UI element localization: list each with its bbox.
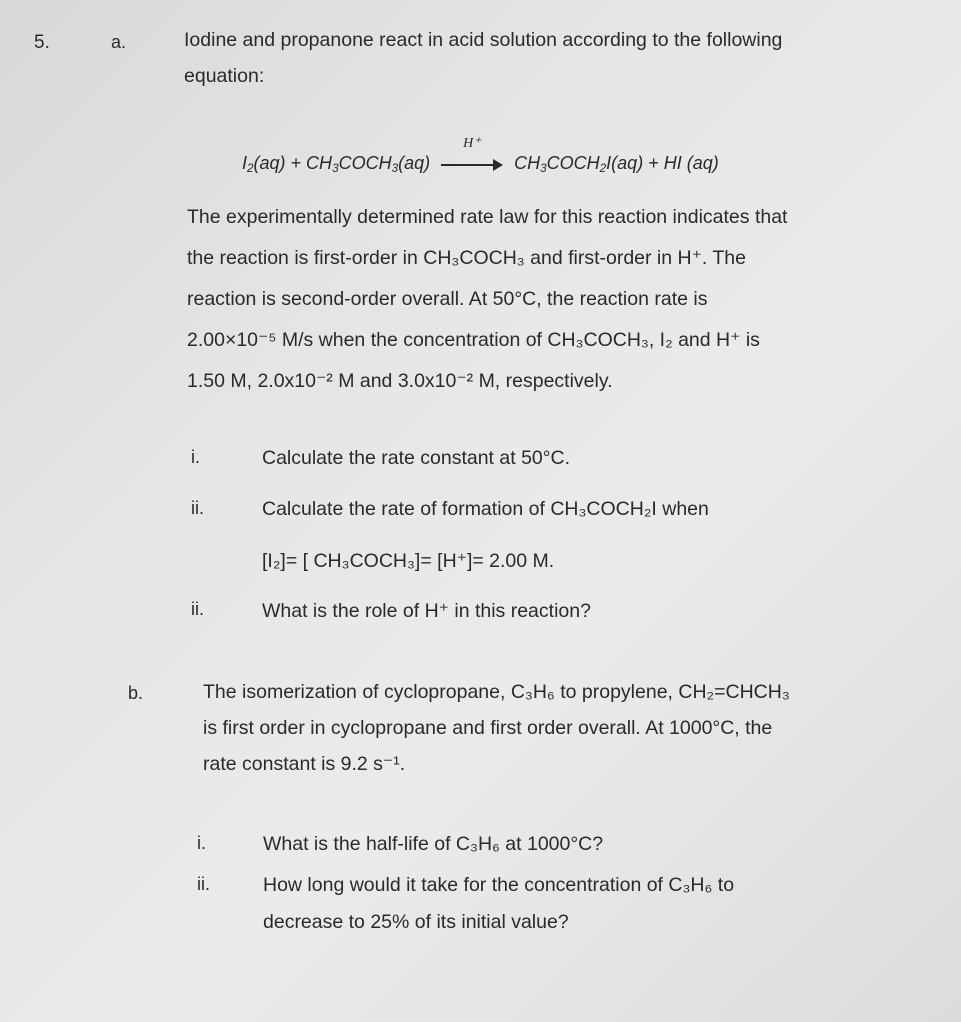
item-roman: i. <box>191 447 200 467</box>
paragraph-line: The experimentally determined rate law for this reaction indicates that <box>187 206 788 228</box>
question-number: 5. <box>34 32 50 53</box>
part-a-intro-line: equation: <box>184 65 265 87</box>
paragraph-line: 2.00×10⁻⁵ M/s when the concentration of CH₃COCH₃, I₂ and H⁺ is <box>187 329 760 351</box>
item-text: decrease to 25% of its initial value? <box>263 911 569 933</box>
part-a-intro-line: Iodine and propanone react in acid solution according to the following <box>184 29 783 51</box>
chemical-equation <box>242 136 719 175</box>
item-text: Calculate the rate of formation of CH₃COCH₂I when <box>262 498 709 520</box>
reaction-arrow-icon <box>441 136 503 171</box>
item-text: What is the half-life of C₃H₆ at 1000°C? <box>263 833 604 855</box>
item-roman: ii. <box>197 874 210 894</box>
item-text: Calculate the rate constant at 50°C. <box>262 447 571 469</box>
item-text: How long would it take for the concentration of C₃H₆ to <box>263 874 735 896</box>
item-text: [I₂]= [ CH₃COCH₃]= [H⁺]= 2.00 M. <box>262 550 555 572</box>
equation-reactant: $I_2(aq)$ + $CH_3COCH_3(aq)$ <box>242 153 431 175</box>
item-roman: ii. <box>191 599 204 619</box>
paragraph-line: 1.50 M, 2.0x10⁻² M and 3.0x10⁻² M, respectively. <box>187 370 613 392</box>
paragraph-line: is first order in cyclopropane and first order overall. At 1000°C, the <box>203 717 773 739</box>
part-a-label: a. <box>111 32 127 52</box>
paragraph-line: rate constant is 9.2 s⁻¹. <box>203 753 406 775</box>
paragraph-line: the reaction is first-order in CH₃COCH₃ and first-order in H⁺. The <box>187 247 746 269</box>
item-text: What is the role of H⁺ in this reaction? <box>262 600 591 622</box>
part-b-label: b. <box>128 683 144 703</box>
equation-products: $CH_3COCH_2I(aq)$ + HI (aq) <box>514 153 719 175</box>
paragraph-line: reaction is second-order overall. At 50°C, the reaction rate is <box>187 288 708 310</box>
item-roman: i. <box>197 833 206 853</box>
catalyst-label: H⁺ <box>463 136 481 152</box>
item-roman: ii. <box>191 498 204 518</box>
paragraph-line: The isomerization of cyclopropane, C₃H₆ to propylene, CH₂=CHCH₃ <box>203 681 790 703</box>
